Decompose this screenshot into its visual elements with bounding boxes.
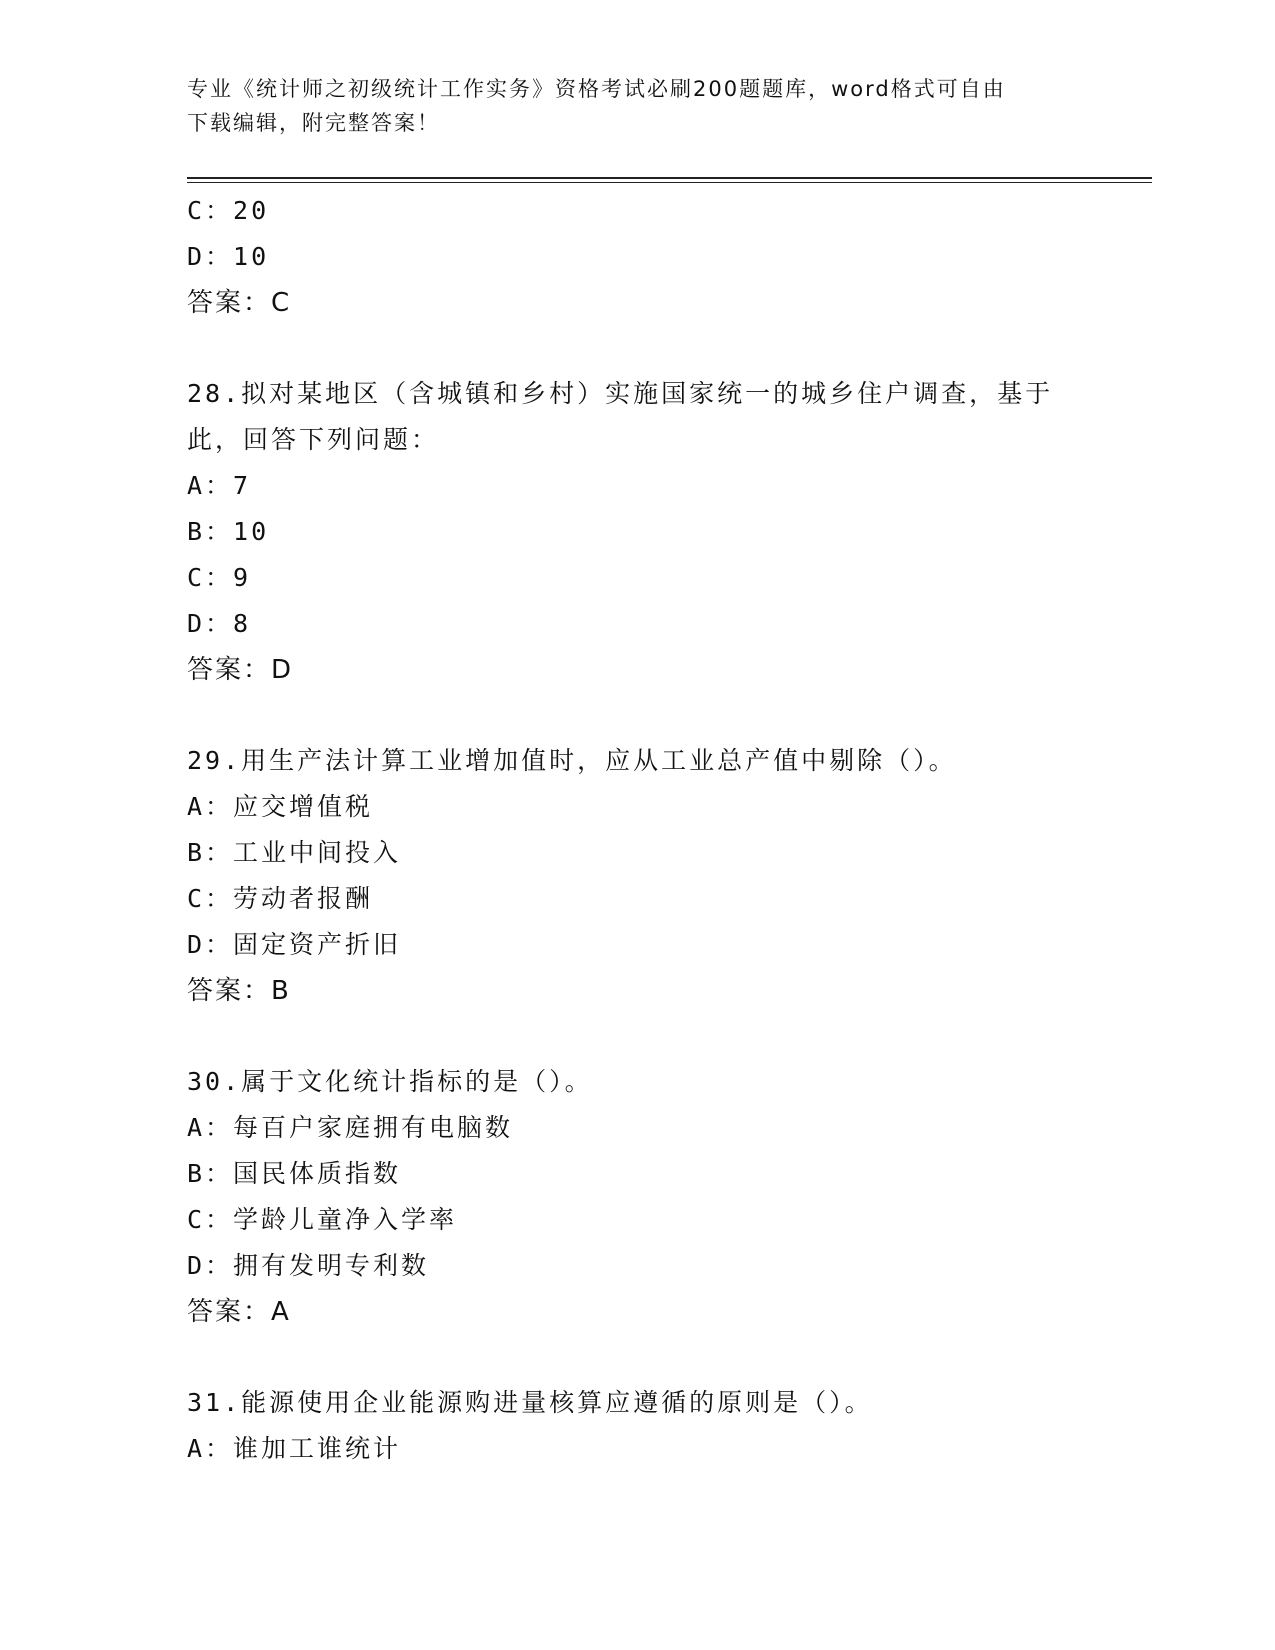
header-rule-thin — [187, 182, 1152, 183]
question-28-option-a: A：7 — [187, 471, 252, 500]
question-30-answer: 答案：A — [187, 1297, 291, 1327]
question-28-stem-line-1: 28.拟对某地区（含城镇和乡村）实施国家统一的城乡住户调查，基于 — [187, 379, 1054, 408]
question-29-stem: 29.用生产法计算工业增加值时，应从工业总产值中剔除（）。 — [187, 746, 957, 775]
question-29-option-c: C：劳动者报酬 — [187, 884, 374, 913]
question-30-stem: 30.属于文化统计指标的是（）。 — [187, 1067, 593, 1096]
question-28-option-b: B：10 — [187, 517, 270, 546]
question-31-stem: 31.能源使用企业能源购进量核算应遵循的原则是（）。 — [187, 1388, 873, 1417]
question-29-option-a: A：应交增值税 — [187, 792, 374, 821]
option-c: C：20 — [187, 196, 270, 225]
question-31-option-a: A：谁加工谁统计 — [187, 1434, 402, 1463]
question-28-stem-line-2: 此，回答下列问题： — [187, 425, 440, 454]
spacer — [187, 1014, 1087, 1059]
answer: 答案：C — [187, 288, 292, 318]
question-30-option-c: C：学龄儿童净入学率 — [187, 1205, 458, 1234]
question-29-option-b: B：工业中间投入 — [187, 838, 402, 867]
page-header — [187, 72, 1067, 140]
question-30-option-b: B：国民体质指数 — [187, 1159, 402, 1188]
option-d: D：10 — [187, 242, 270, 271]
header-line-1: 专业《统计师之初级统计工作实务》资格考试必刷200题题库，word格式可自由 — [187, 77, 1006, 101]
question-28-answer: 答案：D — [187, 655, 294, 685]
question-list — [187, 188, 1087, 1472]
spacer — [187, 326, 1087, 371]
question-28-option-c: C：9 — [187, 563, 252, 592]
question-30-option-a: A：每百户家庭拥有电脑数 — [187, 1113, 514, 1142]
header-rule-thick — [187, 177, 1152, 179]
question-29-option-d: D：固定资产折旧 — [187, 930, 402, 959]
header-line-2: 下载编辑，附完整答案！ — [187, 111, 440, 135]
question-29-answer: 答案：B — [187, 976, 291, 1006]
spacer — [187, 693, 1087, 738]
question-30-option-d: D：拥有发明专利数 — [187, 1251, 430, 1280]
spacer — [187, 1335, 1087, 1380]
question-28-option-d: D：8 — [187, 609, 252, 638]
